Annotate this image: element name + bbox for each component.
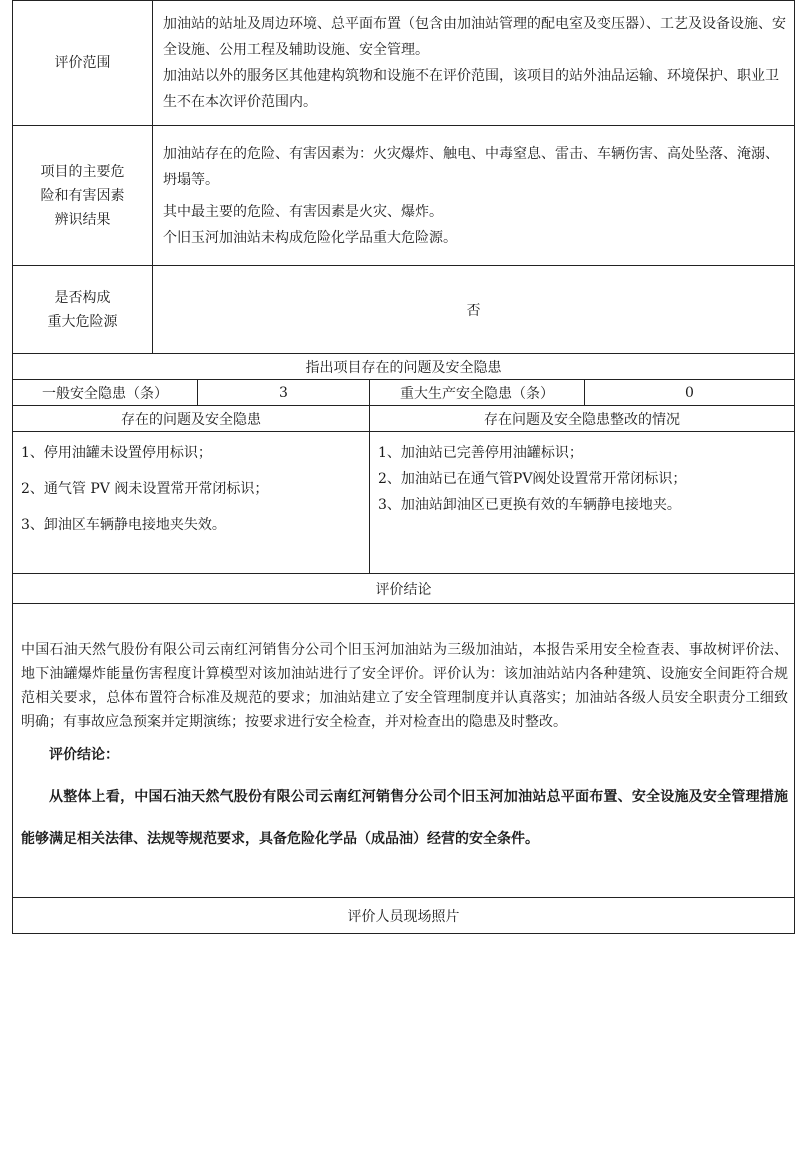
conclusion-body-row [13,604,795,898]
major-hazard-label-line: 重大危险源 [47,313,118,330]
major-hazard-value: 否 [153,266,795,354]
problem-item: 3、卸油区车辆静电接地夹失效。 [21,517,226,533]
hazards-row [13,126,795,266]
fix-item: 1、加油站已完善停用油罐标识； [378,445,583,461]
conclusion-title: 评价结论 [13,574,795,604]
evaluation-report-page [12,0,794,934]
general-hazard-count-label: 一般安全隐患（条） [13,380,198,406]
fixes-column-header: 存在问题及安全隐患整改的情况 [370,406,795,432]
issues-section-title: 指出项目存在的问题及安全隐患 [13,354,795,380]
major-hazard-count-label: 重大生产安全隐患（条） [370,380,585,406]
general-hazard-count-value: 3 [198,380,370,406]
fix-item: 2、加油站已在通气管PV阀处设置常开常闭标识； [378,471,687,487]
issues-count-row [13,380,795,406]
hazards-label-line: 项目的主要危 [40,163,125,180]
conclusion-subtitle: 评价结论： [49,746,119,763]
major-hazard-label-line: 是否构成 [54,289,111,306]
photos-title: 评价人员现场照片 [13,898,795,934]
hazards-label [13,126,153,266]
problems-column-header: 存在的问题及安全隐患 [13,406,370,432]
major-hazard-label [13,266,153,354]
conclusion-final-statement: 从整体上看，中国石油天然气股份有限公司云南红河销售分公司个旧玉河加油站总平面布置、安全设施及安全管理措施能够满足相关法律、法规等规范要求，具备危险化学品（成品油）经营的安全条件。 [21,788,788,847]
hazards-label-line: 辨识结果 [54,211,111,228]
scope-row [13,1,795,126]
issues-title-row [13,354,795,380]
hazards-paragraph: 个旧玉河加油站未构成危险化学品重大危险源。 [163,229,457,246]
conclusion-content [13,604,795,898]
hazards-paragraph: 其中最主要的危险、有害因素是火灾、爆炸。 [163,203,443,220]
major-hazard-row [13,266,795,354]
scope-content [153,1,795,126]
issues-list-row [13,432,795,574]
major-hazard-count-value: 0 [585,380,795,406]
scope-paragraph: 加油站的站址及周边环境、总平面布置（包含由加油站管理的配电室及变压器）、工艺及设备设施、安全设施、公用工程及辅助设施、安全管理。 [163,16,786,58]
problems-list [13,432,370,574]
conclusion-title-row [13,574,795,604]
issues-header-row [13,406,795,432]
fixes-list [370,432,795,574]
scope-paragraph: 加油站以外的服务区其他建构筑物和设施不在评价范围，该项目的站外油品运输、环境保护、职业卫生不在本次评价范围内。 [163,68,779,110]
problem-item: 1、停用油罐未设置停用标识； [21,445,212,461]
fix-item: 3、加油站卸油区已更换有效的车辆静电接地夹。 [378,497,681,513]
scope-label: 评价范围 [13,1,153,126]
hazards-content [153,126,795,266]
photos-title-row [13,898,795,934]
hazards-label-line: 险和有害因素 [40,187,125,204]
hazards-paragraph: 加油站存在的危险、有害因素为：火灾爆炸、触电、中毒窒息、雷击、车辆伤害、高处坠落、淹溺、坍塌等。 [163,145,779,188]
conclusion-body-text: 中国石油天然气股份有限公司云南红河销售分公司个旧玉河加油站为三级加油站，本报告采用安全检查表、事故树评价法、地下油罐爆炸能量伤害程度计算模型对该加油站进行了安全评价。评价认为：该加油站站内各种建筑、设施安全间距符合规范相关要求，总体布置符合标准及规范的要求；加油站建立了安全管理制度并认真落实；加油站各级人员安全职责分工细致明确；有事故应急预案并定期演练；按要求进行安全检查，并对检查出的隐患及时整改。 [21,641,788,730]
evaluation-table [12,0,795,934]
problem-item: 2、通气管 PV 阀未设置常开常闭标识； [21,481,269,497]
